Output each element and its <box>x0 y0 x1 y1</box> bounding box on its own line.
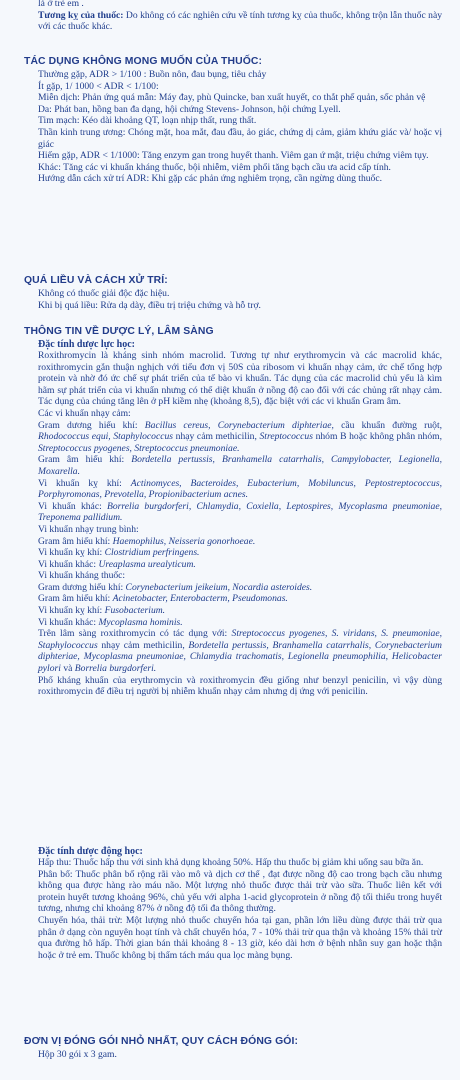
organism-line: Gram âm hiếu khí: Bordetella pertussis, Branhamella catarrhalis, Campylobacter, Legionella, Moxarella. <box>38 454 443 477</box>
organism-line: Vi khuẩn khác: Ureaplasma urealyticum. <box>38 558 196 570</box>
organism-line: Vi khuẩn kỵ khí: Actinomyces, Bacteroides, Eubacterium, Mobiluncus, Peptostreptococcus, Porphyromonas, Prevotella, Propionibacterium acnes. <box>38 477 442 501</box>
overdose-section <box>24 275 442 311</box>
adr-line: Hiếm gặp, ADR < 1/1000: Tăng enzym gan trong huyết thanh. Viêm gan ứ mật, triệu chứng viêm tụy. <box>38 150 429 162</box>
adr-line: Thường gặp, ADR > 1/100 : Buồn nôn, đau bụng, tiêu chảy <box>38 69 267 80</box>
pharmacokinetics-heading: Đặc tính dược động học: <box>38 846 143 857</box>
packaging-section <box>24 1036 442 1061</box>
adr-line: Tim mạch: Kéo dài khoảng QT, loạn nhịp thất, rung thất. <box>38 115 257 127</box>
adr-line: Thần kinh trung ương: Chóng mặt, hoa mắt, đau đầu, ảo giác, chứng dị cảm, giảm khứu giác và/ hoặc vị giác <box>38 126 442 150</box>
pharmacodynamics-intro: Roxithromycin là kháng sinh nhóm macrolid. Tương tự như erythromycin và các macrolid khác, roxithromycin gắn thuận nghịch với tiểu đơn vị 50S của ribosom vi khuẩn nhạy cảm, ức chế tổng hợp protein và nhờ đó ức chế sự phát triển của tế bào vi khuẩn. Tác dụng của các macrolid chủ yếu là kìm hãm sự phát triển của vi khuẩn nhưng có thể diệt khuẩn ở nồng độ cao đối với các chủng rất nhạy cảm. Tác dụng của chúng tăng lên ở pH kiềm nhẹ (khoảng 8,5), đặc biệt với các vi khuẩn Gram âm. <box>38 350 442 408</box>
organism-line: Vi khuẩn kỵ khí: Fusobacterium. <box>38 605 166 617</box>
pharmacokinetics-section <box>24 846 442 961</box>
pharmacodynamics-heading: Đặc tính dược lực học: <box>38 339 135 350</box>
adr-line: Miễn dịch: Phản ứng quá mẫn: Máy đay, phù Quincke, ban xuất huyết, co thắt phế quản, sốc phản vệ <box>38 92 426 104</box>
adr-line: Ít gặp, 1/ 1000 < ADR < 1/100: <box>38 80 159 92</box>
packaging-line: Hộp 30 gói x 3 gam. <box>38 1049 117 1060</box>
adr-section <box>24 56 442 185</box>
organism-line: Gram dương hiếu khí: Corynebacterium jeikeium, Nocardia asteroides. <box>38 581 313 593</box>
pk-paragraph: Hấp thu: Thuốc hấp thu với sinh khả dụng khoảng 50%. Hấp thu thuốc bị giảm khi uống sau bữa ăn. <box>38 857 424 868</box>
pk-paragraph: Phân bố: Thuốc phân bố rộng rãi vào mô và dịch cơ thể , đạt được nồng độ cao trong bạch cầu nhưng không qua được hàng rào máu não. Một lượng nhỏ thuốc được thải trừ vào sữa. Thuốc liên kết với protein huyết tương khoảng 96%, chủ yếu với alpha 1-acid glycoprotein ở nồng độ tối thiểu trong huyết tương, nhưng chỉ khoảng 87% ở nồng độ tối đa thông thường. <box>38 868 442 915</box>
overdose-line: Không có thuốc giải độc đặc hiệu. <box>38 288 170 299</box>
interaction-label: Tương kỵ của thuốc: <box>38 9 124 21</box>
adr-line: Khác: Tăng các vi khuẩn kháng thuốc, bội nhiễm, viêm phổi tăng bạch cầu ưa acid cấp tính. <box>38 161 391 173</box>
overdose-heading: QUÁ LIỀU VÀ CÁCH XỬ TRÍ: <box>24 275 168 286</box>
clinical-paragraph: Trên lâm sàng roxithromycin có tác dụng với: Streptococcus pyogenes, S. viridans, S. pneumoniae, Staphylococcus nhạy cảm methicilin, Bordetella pertussis, Branhamella catarrhalis, Corynebacterium diphteriae, Mycoplasma pneumoniae, Chlamydia trachomatis, Legionella pneumophilia, Helicobacter pylori và Borrelia burgdorferi. <box>38 628 442 675</box>
organism-line: Gram âm hiếu khí: Acinetobacter, Enterobacterm, Pseudomonas. <box>38 593 288 605</box>
organism-line: Vi khuẩn kỵ khí: Clostridium perfringens. <box>38 547 200 559</box>
overdose-line: Khi bị quá liều: Rửa dạ dày, điều trị triệu chứng và hỗ trợ. <box>38 299 261 311</box>
organism-line: Gram dương hiếu khí: Bacillus cereus, Corynebacterium diphteriae, cầu khuẩn đường ruột, Rhodococcus equi, Staphylococcus nhạy cảm methicilin, Streptococcus nhóm B hoặc không phân nhóm, Streptococcus pyogenes, Streptococcus pneumoniae. <box>38 419 443 454</box>
cross-spectrum-paragraph: Phổ kháng khuẩn của erythromycin và roxithromycin đều giống như benzyl penicilin, vì vậy dùng roxithromycin để điều trị người bị nhiễm khuẩn nhạy cảm nhưng dị ứng với penicilin. <box>38 674 442 698</box>
adr-line: Hướng dẫn cách xử trí ADR: Khi gặp các phản ứng nghiêm trọng, cần ngừng dùng thuốc. <box>38 173 382 185</box>
sensitive-title: Các vi khuẩn nhạy cảm: <box>38 407 131 419</box>
adr-heading: TÁC DỤNG KHÔNG MONG MUỐN CỦA THUỐC: <box>24 56 263 67</box>
adr-line: Da: Phát ban, hồng ban đa dạng, hội chứng Stevens- Johnson, hội chứng Lyell. <box>38 103 341 115</box>
top-section <box>24 0 442 33</box>
interaction-paragraph <box>24 10 442 33</box>
moderate-title: Vi khuẩn nhạy trung bình: <box>38 523 139 535</box>
pk-paragraph: Chuyển hóa, thải trừ: Một lượng nhỏ thuốc chuyển hóa tại gan, phần lớn liều dùng được thải trừ qua phân ở dạng còn nguyên hoạt tính và chất chuyển hóa, 7 - 10% thải trừ qua thận và khoảng 15% thải trừ qua đường hô hấp. Thời gian bán thải khoảng 8 - 13 giờ, kéo dài hơn ở bệnh nhân suy gan hoặc thận hoặc ở trẻ em. Thuốc không bị thẩm tách máu qua lọc màng bụng. <box>38 914 442 961</box>
resistant-title: Vi khuẩn kháng thuốc: <box>38 570 126 582</box>
interaction-text: Do không có các nghiên cứu về tính tương kỵ của thuốc, không trộn lẫn thuốc này với các thuốc khác. <box>38 9 442 33</box>
organism-line: Vi khuẩn khác: Mycoplasma hominis. <box>38 616 183 628</box>
organism-line: Gram âm hiếu khí: Haemophilus, Neisseria gonorhoeae. <box>38 535 256 547</box>
continuation-line: là ở trẻ em . <box>38 0 84 9</box>
pharmacology-section <box>24 326 442 698</box>
organism-line: Vi khuẩn khác: Borrelia burgdorferi, Chlamydia, Coxiella, Leptospires, Mycoplasma pneumoniae, Treponema pallidium. <box>38 500 442 524</box>
packaging-heading: ĐƠN VỊ ĐÓNG GÓI NHỎ NHẤT, QUY CÁCH ĐÓNG GÓI: <box>24 1036 299 1047</box>
pharmacology-heading: THÔNG TIN VỀ DƯỢC LÝ, LÂM SÀNG <box>24 326 214 337</box>
